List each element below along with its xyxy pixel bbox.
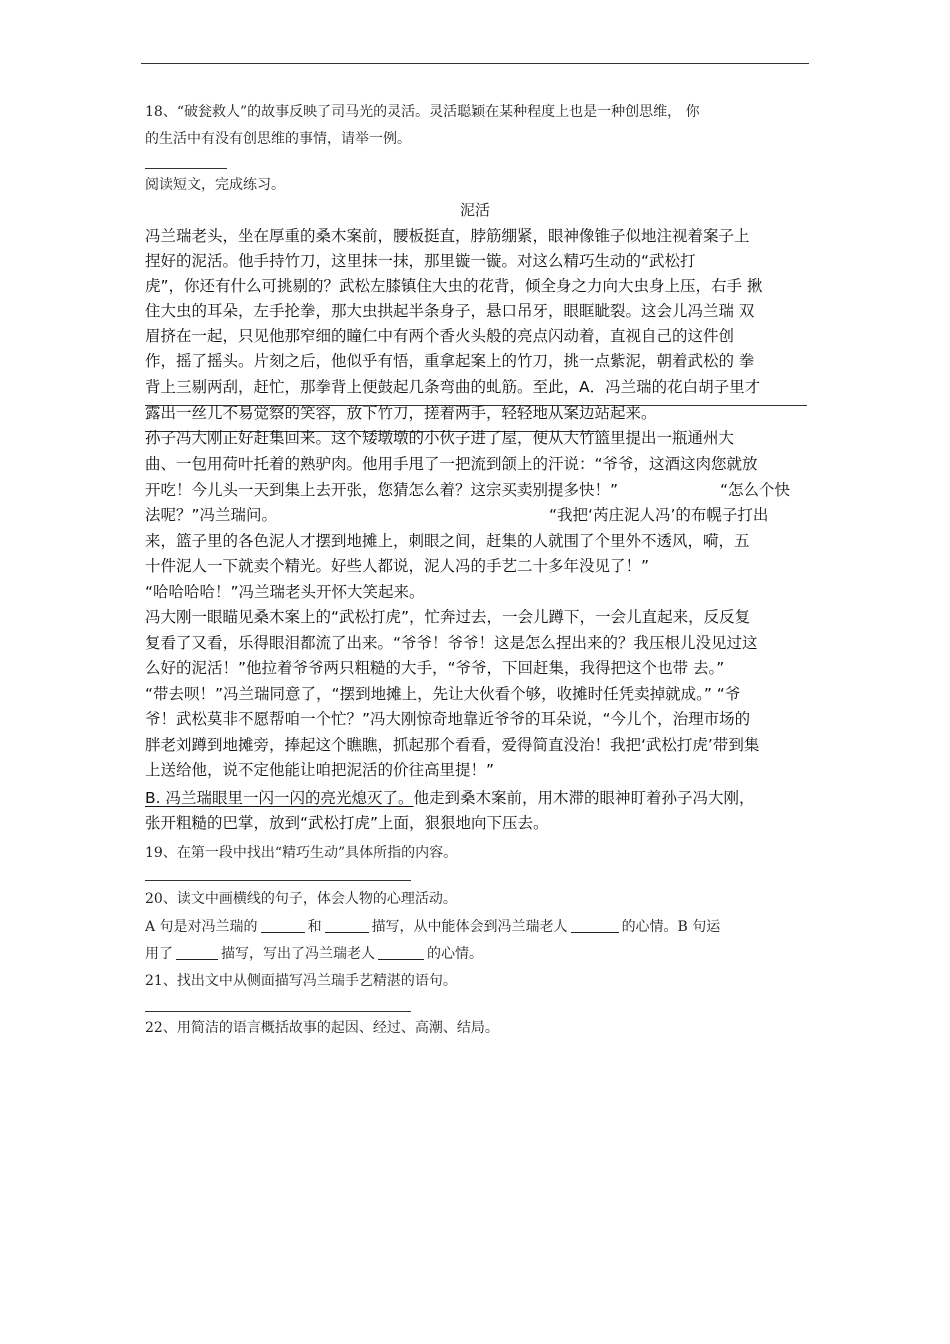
- story-line: 作，摇了摇头。片刻之后，他似乎有悟，重拿起案上的竹刀，挑一点紫泥，朝着武松的 拳: [145, 352, 755, 370]
- fill-blank[interactable]: [571, 918, 619, 933]
- q19: 19、在第一段中找出“精巧生动”具体所指的内容。: [145, 845, 458, 861]
- header-rule: [141, 63, 809, 64]
- q22: 22、用简洁的语言概括故事的起因、经过、高潮、结局。: [145, 1020, 499, 1036]
- story-line-rest: 他走到桑木案前，用木滞的眼神盯着孙子冯大刚，: [413, 789, 755, 807]
- story-line: 法呢？”冯兰瑞问。: [145, 506, 278, 524]
- story-line: 复看了又看，乐得眼泪都流了出来。“爷爷！爷爷！这是怎么捏出来的？我压根儿没见过这: [145, 634, 758, 652]
- story-line: “我把‘芮庄泥人冯’的布幌子打出: [549, 506, 769, 524]
- story-line: 十件泥人一下就卖个精光。好些人都说，泥人冯的手艺二十多年没见了！”: [145, 557, 650, 575]
- reading-intro: 阅读短文，完成练习。: [145, 177, 285, 193]
- sentence-b-underlined: B. 冯兰瑞眼里一闪一闪的亮光熄灭了。: [145, 789, 414, 807]
- q20-text: 和: [307, 919, 322, 935]
- story-line: 冯大刚一眼瞄见桑木案上的“武松打虎”，忙奔过去，一会儿蹲下，一会儿直起来，反反复: [145, 608, 751, 626]
- story-line: 么好的泥活！”他拉着爷爷两只粗糙的大手，“爷爷，下回赶集，我得把这个也带 去。”: [145, 659, 725, 677]
- story-line: “带去呗！”冯兰瑞同意了，“摆到地摊上，先让大伙看个够，收摊时任凭卖掉就成。” “爷: [145, 685, 741, 703]
- q20-text: 用了: [145, 946, 173, 962]
- q18-answer-line: [145, 168, 227, 169]
- story-line: 住大虫的耳朵，左手抡拳，那大虫拱起半条身子，悬口吊牙，眼眶眦裂。这会儿冯兰瑞 双: [145, 302, 755, 320]
- q18-line1: 18、“破瓮救人”的故事反映了司马光的灵活。灵活聪颖在某种程度上也是一种创思维， 你: [145, 104, 700, 120]
- story-line: 背上三剔两刮，赶忙，那拳背上便鼓起几条弯曲的虬筋。至此，A．冯兰瑞的花白胡子里才: [145, 378, 761, 396]
- story-line: 上送给他，说不定他能让咱把泥活的价往高里提！”: [145, 761, 495, 779]
- story-line: 虎”，你还有什么可挑剔的？武松左膝镇住大虫的花背，倾全身之力向大虫身上压，右手 揪: [145, 277, 763, 295]
- story-line: 孙子冯大刚正好赶集回来。这个矮墩墩的小伙子进了屋，便从大竹篮里提出一瓶通州大: [145, 429, 735, 447]
- q20-line-a: [145, 916, 720, 936]
- story-line: 露出一丝儿不易觉察的笑容，放下竹刀，搓着两手，轻轻地从案边站起来。: [145, 404, 657, 422]
- q20-text: 描写，从中能体会到冯兰瑞老人: [371, 919, 568, 935]
- story-line: “哈哈哈哈！”冯兰瑞老头开怀大笑起来。: [145, 583, 425, 601]
- q20-prompt: 20、读文中画横线的句子，体会人物的心理活动。: [145, 891, 457, 907]
- q21: 21、找出文中从侧面描写冯兰瑞手艺精湛的语句。: [145, 973, 457, 989]
- story-line: 曲、一包用荷叶托着的熟驴肉。他用手甩了一把流到颌上的汗说：“爷爷，这酒这肉您就放: [145, 455, 758, 473]
- story-line: “怎么个快: [720, 481, 791, 499]
- story-line: 冯兰瑞老头，坐在厚重的桑木案前，腰板挺直，脖筋绷紧，眼神像锥子似地注视着案子上: [145, 227, 750, 245]
- q19-answer-line: [145, 880, 411, 881]
- q20-text: A 句是对冯兰瑞的: [145, 919, 258, 935]
- fill-blank[interactable]: [176, 945, 218, 960]
- story-line: 张开粗糙的巴掌，放到“武松打虎”上面，狠狠地向下压去。: [145, 814, 549, 832]
- story-line-sentence-b: [145, 785, 755, 811]
- q20-text: 的心情。B 句运: [621, 919, 721, 935]
- story-line: 开吃！今儿头一天到集上去开张，您猜怎么着？这宗买卖别提多快！”: [145, 481, 619, 499]
- fill-blank[interactable]: [261, 918, 305, 933]
- q20-text: 的心情。: [427, 946, 483, 962]
- story-line: 爷！武松莫非不愿帮咱一个忙？”冯大刚惊奇地靠近爷爷的耳朵说，“今儿个，治理市场的: [145, 710, 751, 728]
- q21-answer-line: [145, 1011, 411, 1012]
- fill-blank[interactable]: [378, 945, 424, 960]
- q20-line-b: [145, 943, 483, 963]
- q18-line2: 的生活中有没有创思维的事情，请举一例。: [145, 131, 411, 147]
- q20-text: 描写，写出了冯兰瑞老人: [221, 946, 375, 962]
- story-line: 来，篮子里的各色泥人才摆到地摊上，刺眼之间，赶集的人就围了个里外不透风，嗬，五: [145, 532, 750, 550]
- story-line: 胖老刘蹲到地摊旁，捧起这个瞧瞧，抓起那个看看，爱得简直没治！我把‘武松打虎’带到集: [145, 736, 760, 754]
- story-line: 眉挤在一起，只见他那窄细的瞳仁中有两个香火头般的亮点闪动着，直视自己的这件创: [145, 327, 735, 345]
- story-title: 泥活: [459, 201, 490, 219]
- story-line: 捏好的泥活。他手持竹刀，这里抹一抹，那里镟一镟。对这么精巧生动的“武松打: [145, 252, 696, 270]
- fill-blank[interactable]: [325, 918, 369, 933]
